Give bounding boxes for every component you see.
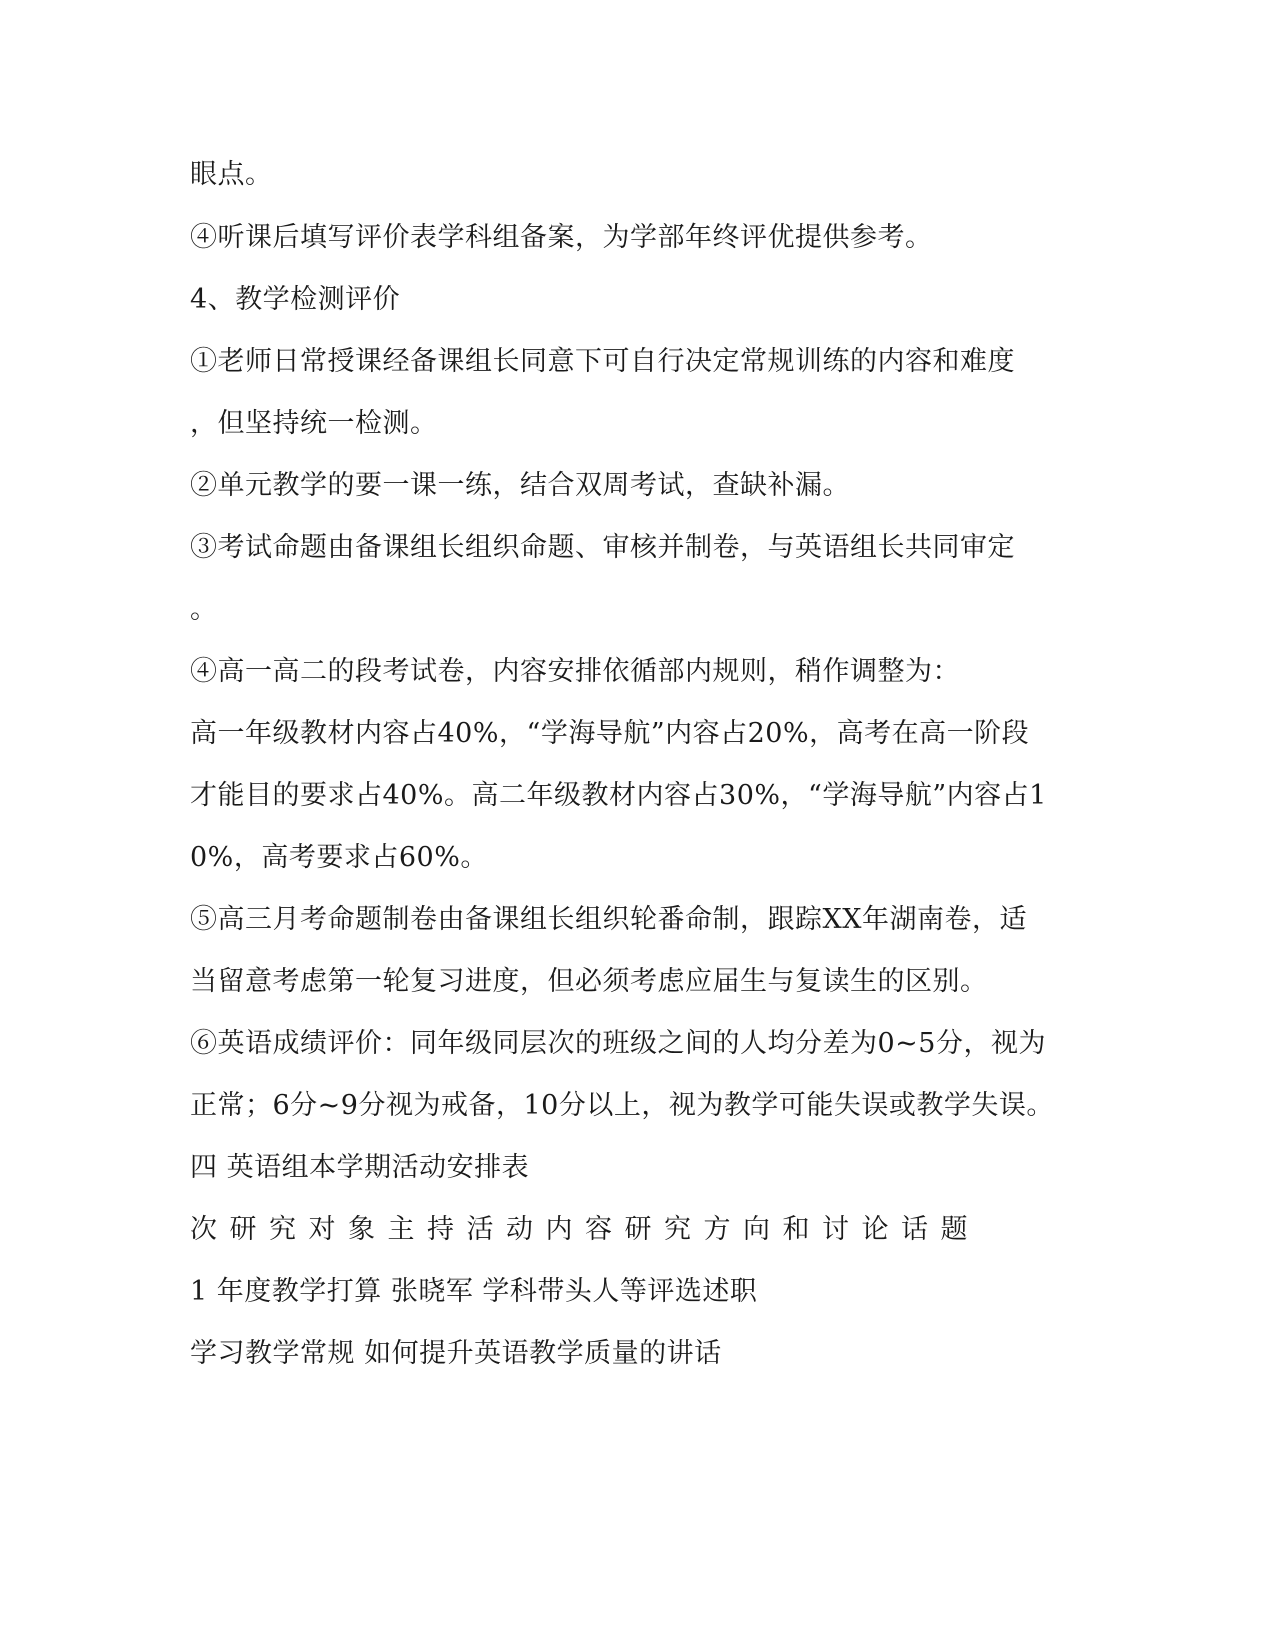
text-line-7: ③考试命题由备课组长组织命题、审核并制卷，与英语组长共同审定 (190, 532, 1015, 563)
text-line-2: ④听课后填写评价表学科组备案，为学部年终评优提供参考。 (190, 222, 933, 253)
table-row-1: 1 年度教学打算 张晓军 学科带头人等评选述职 (190, 1276, 758, 1307)
text-line-12: 0%，高考要求占60%。 (190, 842, 488, 873)
text-line-9: ④高一高二的段考试卷，内容安排依循部内规则，稍作调整为： (190, 656, 960, 687)
text-line-15: ⑥英语成绩评价：同年级同层次的班级之间的人均分差为0~5分，视为 (190, 1028, 1046, 1059)
table-header-row: 次研究对象主持活动内容研究方向和讨论话题 (190, 1214, 980, 1245)
section-heading-activity-schedule: 四 英语组本学期活动安排表 (190, 1152, 530, 1183)
text-line-10: 高一年级教材内容占40%，“学海导航”内容占20%，高考在高一阶段 (190, 718, 1030, 749)
text-line-4: ①老师日常授课经备课组长同意下可自行决定常规训练的内容和难度 (190, 346, 1015, 377)
text-line-11: 才能目的要求占40%。高二年级教材内容占30%，“学海导航”内容占1 (190, 780, 1047, 811)
text-line-5: ，但坚持统一检测。 (190, 408, 438, 439)
text-line-6: ②单元教学的要一课一练，结合双周考试，查缺补漏。 (190, 470, 850, 501)
text-line-1: 眼点。 (190, 159, 273, 190)
text-line-16: 正常；6分~9分视为戒备，10分以上，视为教学可能失误或教学失误。 (190, 1090, 1054, 1121)
section-heading-teaching-evaluation: 4、教学检测评价 (190, 284, 401, 315)
text-line-13: ⑤高三月考命题制卷由备课组长组织轮番命制，跟踪XX年湖南卷，适 (190, 904, 1027, 935)
text-line-14: 当留意考虑第一轮复习进度，但必须考虑应届生与复读生的区别。 (190, 966, 988, 997)
table-row-2: 学习教学常规 如何提升英语教学质量的讲话 (190, 1338, 722, 1369)
text-line-8: 。 (190, 594, 218, 625)
